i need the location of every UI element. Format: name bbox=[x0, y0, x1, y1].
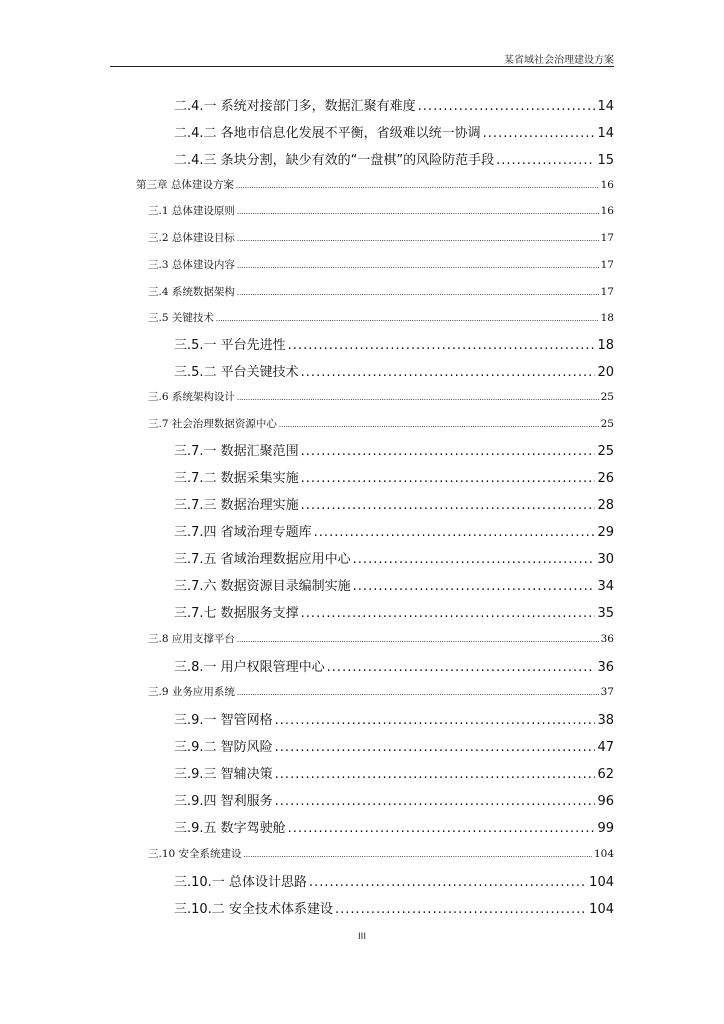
toc-entry-title: 三.7.三 数据治理实施 bbox=[174, 498, 299, 513]
toc-leader-dots bbox=[244, 848, 592, 860]
toc-entry-title: 三.7.四 省域治理专题库 bbox=[174, 525, 312, 540]
toc-entry-page: 17 bbox=[600, 286, 614, 298]
toc-leader-dots bbox=[237, 686, 599, 698]
toc-entry[interactable] bbox=[174, 575, 614, 593]
toc-entry[interactable] bbox=[148, 631, 614, 645]
toc-entry[interactable] bbox=[174, 149, 614, 167]
toc-entry-page: 17 bbox=[600, 232, 614, 244]
toc-entry-title: 二.4.三 条块分割，缺少有效的“一盘棋”的风险防范手段 bbox=[174, 153, 495, 168]
toc-leader-dots bbox=[237, 205, 599, 217]
toc-entry-title: 三.7.一 数据汇聚范围 bbox=[174, 444, 299, 459]
toc-entry-page: 104 bbox=[589, 902, 614, 917]
toc-leader-dots bbox=[353, 579, 596, 594]
toc-entry-page: 26 bbox=[597, 471, 614, 486]
toc-entry-title: 二.4.一 系统对接部门多，数据汇聚有难度 bbox=[174, 99, 416, 114]
toc-entry-page: 96 bbox=[597, 794, 614, 809]
toc-leader-dots bbox=[301, 365, 596, 380]
toc-entry-page: 14 bbox=[597, 126, 614, 141]
toc-leader-dots bbox=[301, 444, 596, 459]
toc-leader-dots bbox=[237, 633, 599, 645]
toc-entry[interactable] bbox=[174, 602, 614, 620]
toc-entry[interactable] bbox=[148, 389, 614, 403]
toc-entry-title: 第三章 总体建设方案 bbox=[136, 179, 234, 191]
toc-entry-page: 36 bbox=[600, 633, 614, 645]
toc-entry[interactable] bbox=[148, 230, 614, 244]
toc-entry-page: 20 bbox=[597, 365, 614, 380]
toc-entry-title: 三.5 关键技术 bbox=[148, 312, 214, 324]
toc-entry-page: 15 bbox=[597, 153, 614, 168]
toc-entry-title: 三.7 社会治理数据资源中心 bbox=[148, 418, 277, 430]
toc-entry[interactable] bbox=[174, 440, 614, 458]
toc-entry-title: 三.9.一 智管网格 bbox=[174, 713, 273, 728]
toc-entry-page: 35 bbox=[597, 606, 614, 621]
toc-entry-title: 三.8 应用支撑平台 bbox=[148, 633, 235, 645]
toc-entry[interactable] bbox=[174, 709, 614, 727]
toc-entry-page: 99 bbox=[597, 821, 614, 836]
toc-entry-title: 三.6 系统架构设计 bbox=[148, 391, 235, 403]
toc-leader-dots bbox=[288, 821, 596, 836]
page-number: III bbox=[358, 932, 366, 942]
toc-entry-title: 三.9.三 智辅决策 bbox=[174, 767, 273, 782]
toc-entry-title: 三.7.七 数据服务支撑 bbox=[174, 606, 299, 621]
toc-entry-title: 三.1 总体建设原则 bbox=[148, 205, 235, 217]
toc-entry-page: 47 bbox=[597, 740, 614, 755]
toc-entry-page: 18 bbox=[600, 312, 614, 324]
toc-entry-page: 30 bbox=[597, 552, 614, 567]
toc-entry[interactable] bbox=[148, 416, 614, 430]
toc-entry-title: 三.5.一 平台先进性 bbox=[174, 338, 286, 353]
running-header-title: 某省域社会治理建设方案 bbox=[504, 55, 614, 66]
toc-entry-title: 三.8.一 用户权限管理中心 bbox=[174, 660, 325, 675]
toc-entry-page: 104 bbox=[593, 848, 614, 860]
toc-leader-dots bbox=[418, 99, 596, 114]
toc-entry[interactable] bbox=[148, 257, 614, 271]
toc-entry-page: 17 bbox=[600, 259, 614, 271]
toc-entry-page: 62 bbox=[597, 767, 614, 782]
toc-entry-page: 16 bbox=[600, 179, 614, 191]
toc-leader-dots bbox=[496, 153, 595, 168]
toc-leader-dots bbox=[327, 660, 596, 675]
toc-leader-dots bbox=[279, 418, 599, 430]
toc-entry-title: 三.4 系统数据架构 bbox=[148, 286, 235, 298]
toc-entry[interactable] bbox=[136, 177, 614, 191]
toc-leader-dots bbox=[301, 498, 596, 513]
header-rule bbox=[110, 66, 614, 67]
toc-entry[interactable] bbox=[174, 790, 614, 808]
toc-entry-page: 104 bbox=[589, 875, 614, 890]
toc-entry-title: 三.7.二 数据采集实施 bbox=[174, 471, 299, 486]
toc-entry-page: 36 bbox=[597, 660, 614, 675]
toc-entry-title: 三.10.一 总体设计思路 bbox=[174, 875, 307, 890]
toc-entry-title: 三.7.六 数据资源目录编制实施 bbox=[174, 579, 351, 594]
toc-entry[interactable] bbox=[174, 521, 614, 539]
toc-leader-dots bbox=[275, 713, 596, 728]
toc-entry-page: 25 bbox=[597, 444, 614, 459]
toc-entry[interactable] bbox=[174, 122, 614, 140]
toc-leader-dots bbox=[301, 606, 596, 621]
toc-leader-dots bbox=[275, 740, 596, 755]
toc-entry[interactable] bbox=[174, 763, 614, 781]
toc-entry-title: 三.10 安全系统建设 bbox=[148, 848, 242, 860]
toc-entry-title: 三.5.二 平台关键技术 bbox=[174, 365, 299, 380]
toc-leader-dots bbox=[237, 391, 599, 403]
toc-leader-dots bbox=[483, 126, 596, 141]
toc-entry[interactable] bbox=[148, 310, 614, 324]
toc-entry-title: 三.10.二 安全技术体系建设 bbox=[174, 902, 333, 917]
toc-leader-dots bbox=[236, 179, 599, 191]
toc-leader-dots bbox=[309, 875, 587, 890]
toc-leader-dots bbox=[237, 259, 599, 271]
toc-entry[interactable] bbox=[148, 203, 614, 217]
toc-entry-title: 三.9.四 智利服务 bbox=[174, 794, 273, 809]
toc-entry-title: 三.2 总体建设目标 bbox=[148, 232, 235, 244]
toc-leader-dots bbox=[275, 794, 596, 809]
toc-entry-page: 34 bbox=[597, 579, 614, 594]
toc-leader-dots bbox=[237, 232, 599, 244]
toc-entry[interactable] bbox=[174, 898, 614, 916]
toc-entry-title: 三.9.五 数字驾驶舱 bbox=[174, 821, 286, 836]
toc-entry[interactable] bbox=[174, 494, 614, 512]
toc-entry[interactable] bbox=[148, 846, 614, 860]
toc-entry[interactable] bbox=[174, 871, 614, 889]
toc-entry-title: 三.3 总体建设内容 bbox=[148, 259, 235, 271]
toc-entry-page: 29 bbox=[597, 525, 614, 540]
toc-entry[interactable] bbox=[174, 334, 614, 352]
toc-entry-title: 三.7.五 省域治理数据应用中心 bbox=[174, 552, 351, 567]
toc-entry-title: 三.9 业务应用系统 bbox=[148, 686, 235, 698]
toc-leader-dots bbox=[301, 471, 596, 486]
toc-leader-dots bbox=[237, 286, 599, 298]
toc-leader-dots bbox=[275, 767, 596, 782]
toc-entry-page: 37 bbox=[600, 686, 614, 698]
toc-entry[interactable] bbox=[174, 736, 614, 754]
toc-entry-title: 二.4.二 各地市信息化发展不平衡，省级难以统一协调 bbox=[174, 126, 481, 141]
toc-entry-page: 14 bbox=[597, 99, 614, 114]
toc-entry-page: 16 bbox=[600, 205, 614, 217]
toc-entry[interactable] bbox=[174, 467, 614, 485]
toc-entry-page: 38 bbox=[597, 713, 614, 728]
toc-entry-page: 25 bbox=[600, 418, 614, 430]
toc-entry[interactable] bbox=[174, 817, 614, 835]
toc-entry-page: 25 bbox=[600, 391, 614, 403]
toc-entry[interactable] bbox=[148, 284, 614, 298]
toc-entry-page: 18 bbox=[597, 338, 614, 353]
toc-leader-dots bbox=[288, 338, 596, 353]
toc-entry-page: 28 bbox=[597, 498, 614, 513]
toc-entry-title: 三.9.二 智防风险 bbox=[174, 740, 273, 755]
toc-entry[interactable] bbox=[174, 548, 614, 566]
toc-entry[interactable] bbox=[174, 656, 614, 674]
toc-leader-dots bbox=[353, 552, 596, 567]
toc-entry[interactable] bbox=[174, 361, 614, 379]
toc-leader-dots bbox=[314, 525, 596, 540]
toc-leader-dots bbox=[216, 312, 599, 324]
toc-leader-dots bbox=[335, 902, 587, 917]
toc-entry[interactable] bbox=[174, 95, 614, 113]
toc-entry[interactable] bbox=[148, 684, 614, 698]
